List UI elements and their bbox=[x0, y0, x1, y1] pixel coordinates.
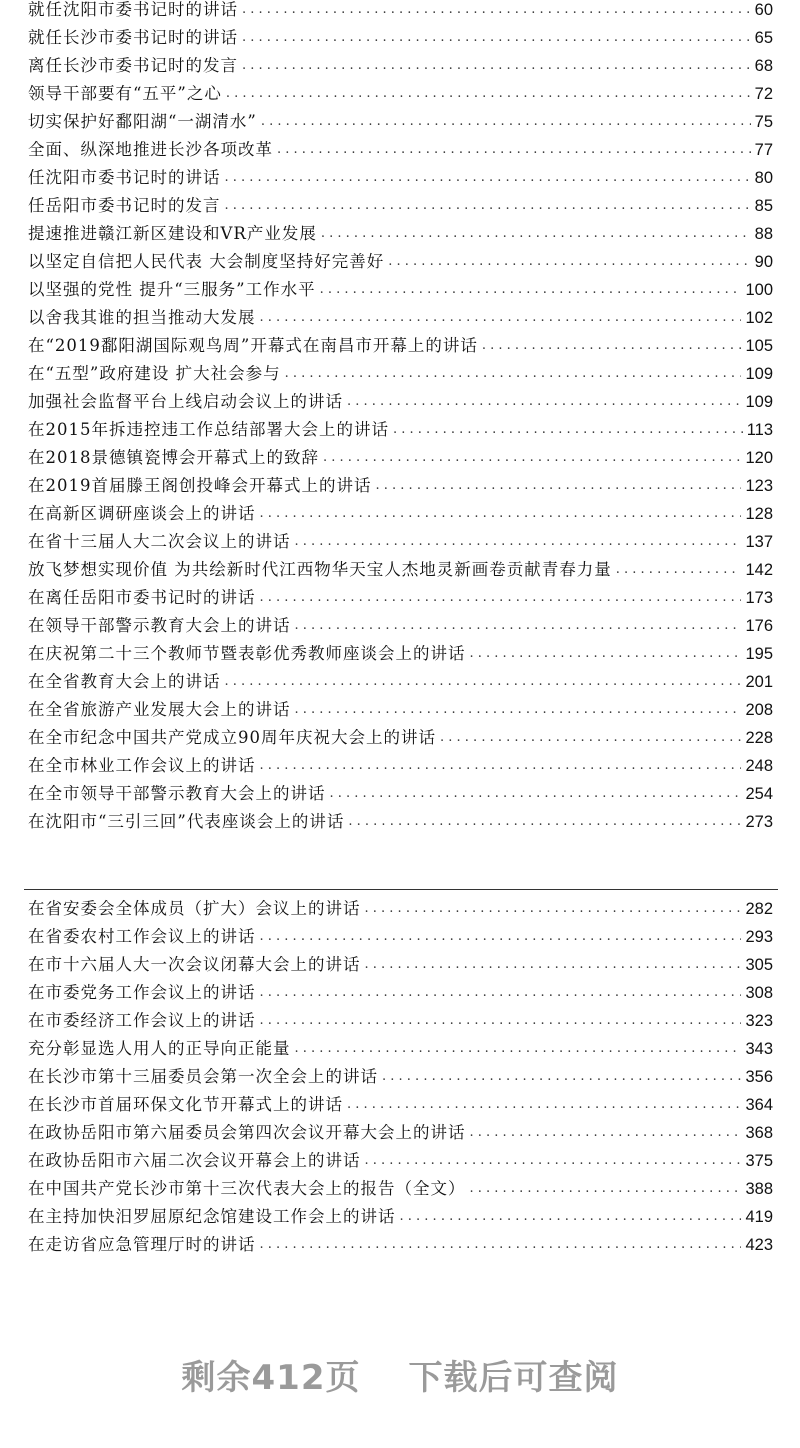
toc-leader-dots bbox=[347, 1094, 741, 1116]
toc-entry-page: 356 bbox=[745, 1068, 773, 1086]
toc-entry[interactable] bbox=[28, 329, 773, 357]
toc-section-top bbox=[28, 0, 773, 833]
toc-entry-title: 在走访省应急管理厅时的讲话 bbox=[28, 1235, 256, 1254]
toc-leader-dots bbox=[277, 139, 751, 161]
toc-entry[interactable] bbox=[28, 1004, 773, 1032]
toc-entry-title: 在全市林业工作会议上的讲话 bbox=[28, 756, 256, 775]
toc-entry-page: 75 bbox=[754, 113, 773, 131]
toc-entry-page: 173 bbox=[745, 589, 773, 607]
toc-entry[interactable] bbox=[28, 948, 773, 976]
toc-leader-dots bbox=[388, 251, 750, 273]
toc-leader-dots bbox=[482, 335, 742, 357]
toc-entry[interactable] bbox=[28, 581, 773, 609]
toc-leader-dots bbox=[260, 1010, 742, 1032]
toc-entry-page: 137 bbox=[745, 533, 773, 551]
toc-entry-title: 在领导干部警示教育大会上的讲话 bbox=[28, 616, 291, 635]
toc-entry-title: 在市委经济工作会议上的讲话 bbox=[28, 1011, 256, 1030]
toc-entry[interactable] bbox=[28, 245, 773, 273]
toc-entry-title: 在主持加快汨罗屈原纪念馆建设工作会上的讲话 bbox=[28, 1207, 396, 1226]
toc-entry-page: 60 bbox=[754, 1, 773, 19]
toc-entry-page: 388 bbox=[745, 1180, 773, 1198]
footer-banner bbox=[0, 1350, 800, 1399]
toc-leader-dots bbox=[242, 0, 751, 21]
toc-entry-page: 72 bbox=[754, 85, 773, 103]
toc-entry-title: 提速推进赣江新区建设和VR产业发展 bbox=[28, 224, 317, 243]
toc-leader-dots bbox=[470, 1122, 742, 1144]
toc-entry-page: 343 bbox=[745, 1040, 773, 1058]
toc-entry-page: 88 bbox=[754, 225, 773, 243]
toc-entry-title: 在省委农村工作会议上的讲话 bbox=[28, 927, 256, 946]
toc-leader-dots bbox=[225, 671, 742, 693]
toc-leader-dots bbox=[295, 531, 742, 553]
toc-entry[interactable] bbox=[28, 441, 773, 469]
toc-entry-page: 68 bbox=[754, 57, 773, 75]
toc-leader-dots bbox=[242, 55, 751, 77]
toc-leader-dots bbox=[470, 1178, 742, 1200]
toc-entry[interactable] bbox=[28, 105, 773, 133]
toc-entry-title: 在沈阳市“三引三回”代表座谈会上的讲话 bbox=[28, 812, 345, 831]
toc-entry-title: 放飞梦想实现价值 为共绘新时代江西物华天宝人杰地灵新画卷贡献青春力量 bbox=[28, 560, 612, 579]
toc-entry-title: 在中国共产党长沙市第十三次代表大会上的报告（全文） bbox=[28, 1179, 466, 1198]
toc-entry-page: 273 bbox=[745, 813, 773, 831]
toc-entry-page: 105 bbox=[745, 337, 773, 355]
toc-entry[interactable] bbox=[28, 357, 773, 385]
toc-leader-dots bbox=[347, 391, 741, 413]
toc-entry[interactable] bbox=[28, 21, 773, 49]
toc-entry[interactable] bbox=[28, 1228, 773, 1256]
toc-entry-title: 在长沙市首届环保文化节开幕式上的讲话 bbox=[28, 1095, 343, 1114]
toc-leader-dots bbox=[376, 475, 742, 497]
toc-entry-page: 208 bbox=[745, 701, 773, 719]
toc-entry-page: 65 bbox=[754, 29, 773, 47]
toc-leader-dots bbox=[225, 167, 751, 189]
toc-section-bottom bbox=[28, 892, 773, 1256]
toc-entry-page: 100 bbox=[745, 281, 773, 299]
toc-entry-page: 368 bbox=[745, 1124, 773, 1142]
toc-entry-title: 在长沙市第十三届委员会第一次全会上的讲话 bbox=[28, 1067, 378, 1086]
toc-leader-dots bbox=[242, 27, 751, 49]
toc-entry-title: 在全市领导干部警示教育大会上的讲话 bbox=[28, 784, 326, 803]
toc-leader-dots bbox=[330, 783, 742, 805]
toc-entry[interactable] bbox=[28, 161, 773, 189]
toc-entry-title: 在2019首届滕王阁创投峰会开幕式上的讲话 bbox=[28, 476, 372, 495]
toc-entry-page: 323 bbox=[745, 1012, 773, 1030]
toc-entry[interactable] bbox=[28, 1060, 773, 1088]
toc-entry-title: 任岳阳市委书记时的发言 bbox=[28, 196, 221, 215]
toc-entry[interactable] bbox=[28, 525, 773, 553]
toc-entry[interactable] bbox=[28, 469, 773, 497]
toc-entry-title: 充分彰显选人用人的正导向正能量 bbox=[28, 1039, 291, 1058]
toc-entry-page: 282 bbox=[745, 900, 773, 918]
toc-leader-dots bbox=[470, 643, 742, 665]
toc-entry-title: 以坚定自信把人民代表 大会制度坚持好完善好 bbox=[28, 252, 385, 271]
section-divider bbox=[24, 889, 778, 890]
toc-leader-dots bbox=[365, 1150, 742, 1172]
toc-leader-dots bbox=[260, 503, 742, 525]
toc-entry-page: 228 bbox=[745, 729, 773, 747]
toc-entry-title: 全面、纵深地推进长沙各项改革 bbox=[28, 140, 273, 159]
toc-leader-dots bbox=[261, 111, 751, 133]
toc-entry-page: 90 bbox=[754, 253, 773, 271]
toc-entry-page: 423 bbox=[745, 1236, 773, 1254]
toc-entry[interactable] bbox=[28, 133, 773, 161]
toc-entry[interactable] bbox=[28, 721, 773, 749]
toc-entry[interactable] bbox=[28, 0, 773, 21]
toc-entry-title: 在政协岳阳市第六届委员会第四次会议开幕大会上的讲话 bbox=[28, 1123, 466, 1142]
toc-entry-title: 离任长沙市委书记时的发言 bbox=[28, 56, 238, 75]
toc-entry-title: 在“2019鄱阳湖国际观鸟周”开幕式在南昌市开幕上的讲话 bbox=[28, 336, 478, 355]
toc-leader-dots bbox=[393, 419, 743, 441]
toc-entry[interactable] bbox=[28, 637, 773, 665]
toc-entry-page: 142 bbox=[745, 561, 773, 579]
toc-entry[interactable] bbox=[28, 805, 773, 833]
toc-entry[interactable] bbox=[28, 273, 773, 301]
toc-entry[interactable] bbox=[28, 1088, 773, 1116]
toc-entry-title: 任沈阳市委书记时的讲话 bbox=[28, 168, 221, 187]
toc-entry-title: 在2015年拆违控违工作总结部署大会上的讲话 bbox=[28, 420, 389, 439]
toc-entry-title: 在政协岳阳市六届二次会议开幕会上的讲话 bbox=[28, 1151, 361, 1170]
toc-entry-title: 在市委党务工作会议上的讲话 bbox=[28, 983, 256, 1002]
toc-entry[interactable] bbox=[28, 1172, 773, 1200]
remaining-pages-text: 剩余412页 bbox=[181, 1358, 361, 1398]
toc-entry-page: 109 bbox=[745, 393, 773, 411]
toc-entry-page: 109 bbox=[745, 365, 773, 383]
toc-entry-title: 在离任岳阳市委书记时的讲话 bbox=[28, 588, 256, 607]
toc-entry[interactable] bbox=[28, 301, 773, 329]
toc-entry-page: 308 bbox=[745, 984, 773, 1002]
toc-entry[interactable] bbox=[28, 1032, 773, 1060]
toc-entry-title: 就任沈阳市委书记时的讲话 bbox=[28, 0, 238, 19]
toc-entry-page: 201 bbox=[745, 673, 773, 691]
toc-entry-title: 在省安委会全体成员（扩大）会议上的讲话 bbox=[28, 899, 361, 918]
toc-entry[interactable] bbox=[28, 665, 773, 693]
toc-leader-dots bbox=[295, 1038, 742, 1060]
toc-entry[interactable] bbox=[28, 609, 773, 637]
toc-entry-page: 128 bbox=[745, 505, 773, 523]
toc-leader-dots bbox=[323, 447, 741, 469]
toc-entry-title: 在市十六届人大一次会议闭幕大会上的讲话 bbox=[28, 955, 361, 974]
toc-leader-dots bbox=[260, 755, 742, 777]
toc-entry[interactable] bbox=[28, 777, 773, 805]
toc-entry-page: 123 bbox=[745, 477, 773, 495]
toc-entry-title: 在全省教育大会上的讲话 bbox=[28, 672, 221, 691]
toc-leader-dots bbox=[616, 559, 742, 581]
toc-leader-dots bbox=[348, 811, 741, 833]
toc-leader-dots bbox=[295, 699, 742, 721]
toc-entry-title: 以舍我其谁的担当推动大发展 bbox=[28, 308, 256, 327]
toc-entry-title: 就任长沙市委书记时的讲话 bbox=[28, 28, 238, 47]
toc-entry-page: 419 bbox=[745, 1208, 773, 1226]
toc-entry-page: 77 bbox=[754, 141, 773, 159]
toc-entry-page: 85 bbox=[754, 197, 773, 215]
toc-entry-title: 切实保护好鄱阳湖“一湖清水” bbox=[28, 112, 257, 131]
toc-entry[interactable] bbox=[28, 1144, 773, 1172]
toc-leader-dots bbox=[382, 1066, 741, 1088]
toc-entry[interactable] bbox=[28, 749, 773, 777]
toc-entry[interactable] bbox=[28, 976, 773, 1004]
toc-entry-page: 113 bbox=[746, 421, 773, 439]
toc-leader-dots bbox=[365, 954, 742, 976]
toc-entry-title: 以坚强的党性 提升“三服务”工作水平 bbox=[28, 280, 316, 299]
toc-entry-page: 305 bbox=[745, 956, 773, 974]
toc-leader-dots bbox=[400, 1206, 742, 1228]
toc-entry[interactable] bbox=[28, 920, 773, 948]
toc-leader-dots bbox=[260, 982, 742, 1004]
toc-entry-page: 254 bbox=[745, 785, 773, 803]
toc-leader-dots bbox=[320, 279, 742, 301]
toc-leader-dots bbox=[225, 195, 751, 217]
toc-entry-page: 248 bbox=[745, 757, 773, 775]
toc-entry[interactable] bbox=[28, 1116, 773, 1144]
toc-entry-page: 176 bbox=[745, 617, 773, 635]
toc-entry-page: 364 bbox=[745, 1096, 773, 1114]
toc-entry-page: 80 bbox=[754, 169, 773, 187]
toc-entry-title: 在省十三届人大二次会议上的讲话 bbox=[28, 532, 291, 551]
toc-leader-dots bbox=[321, 223, 751, 245]
toc-entry-page: 120 bbox=[745, 449, 773, 467]
toc-entry-title: 在全市纪念中国共产党成立90周年庆祝大会上的讲话 bbox=[28, 728, 436, 747]
toc-entry-title: 在全省旅游产业发展大会上的讲话 bbox=[28, 700, 291, 719]
toc-entry-page: 293 bbox=[745, 928, 773, 946]
toc-entry-title: 在庆祝第二十三个教师节暨表彰优秀教师座谈会上的讲话 bbox=[28, 644, 466, 663]
toc-entry-page: 102 bbox=[745, 309, 773, 327]
toc-leader-dots bbox=[365, 898, 742, 920]
toc-leader-dots bbox=[285, 363, 742, 385]
toc-leader-dots bbox=[226, 83, 751, 105]
toc-entry[interactable] bbox=[28, 497, 773, 525]
download-hint-text: 下载后可查阅 bbox=[408, 1358, 619, 1398]
toc-entry[interactable] bbox=[28, 77, 773, 105]
toc-entry-title: 在2018景德镇瓷博会开幕式上的致辞 bbox=[28, 448, 319, 467]
toc-entry[interactable] bbox=[28, 49, 773, 77]
toc-leader-dots bbox=[440, 727, 741, 749]
toc-leader-dots bbox=[260, 587, 742, 609]
toc-entry-title: 在高新区调研座谈会上的讲话 bbox=[28, 504, 256, 523]
toc-entry[interactable] bbox=[28, 553, 773, 581]
toc-entry-page: 195 bbox=[745, 645, 773, 663]
toc-leader-dots bbox=[260, 1234, 742, 1256]
toc-entry-title: 领导干部要有“五平”之心 bbox=[28, 84, 222, 103]
toc-leader-dots bbox=[260, 926, 742, 948]
toc-entry[interactable] bbox=[28, 1200, 773, 1228]
toc-entry[interactable] bbox=[28, 385, 773, 413]
toc-entry[interactable] bbox=[28, 892, 773, 920]
toc-leader-dots bbox=[295, 615, 742, 637]
toc-leader-dots bbox=[260, 307, 742, 329]
toc-entry-page: 375 bbox=[745, 1152, 773, 1170]
toc-entry[interactable] bbox=[28, 693, 773, 721]
toc-entry-title: 加强社会监督平台上线启动会议上的讲话 bbox=[28, 392, 343, 411]
toc-entry[interactable] bbox=[28, 413, 773, 441]
toc-entry-title: 在“五型”政府建设 扩大社会参与 bbox=[28, 364, 281, 383]
toc-entry[interactable] bbox=[28, 217, 773, 245]
toc-entry[interactable] bbox=[28, 189, 773, 217]
